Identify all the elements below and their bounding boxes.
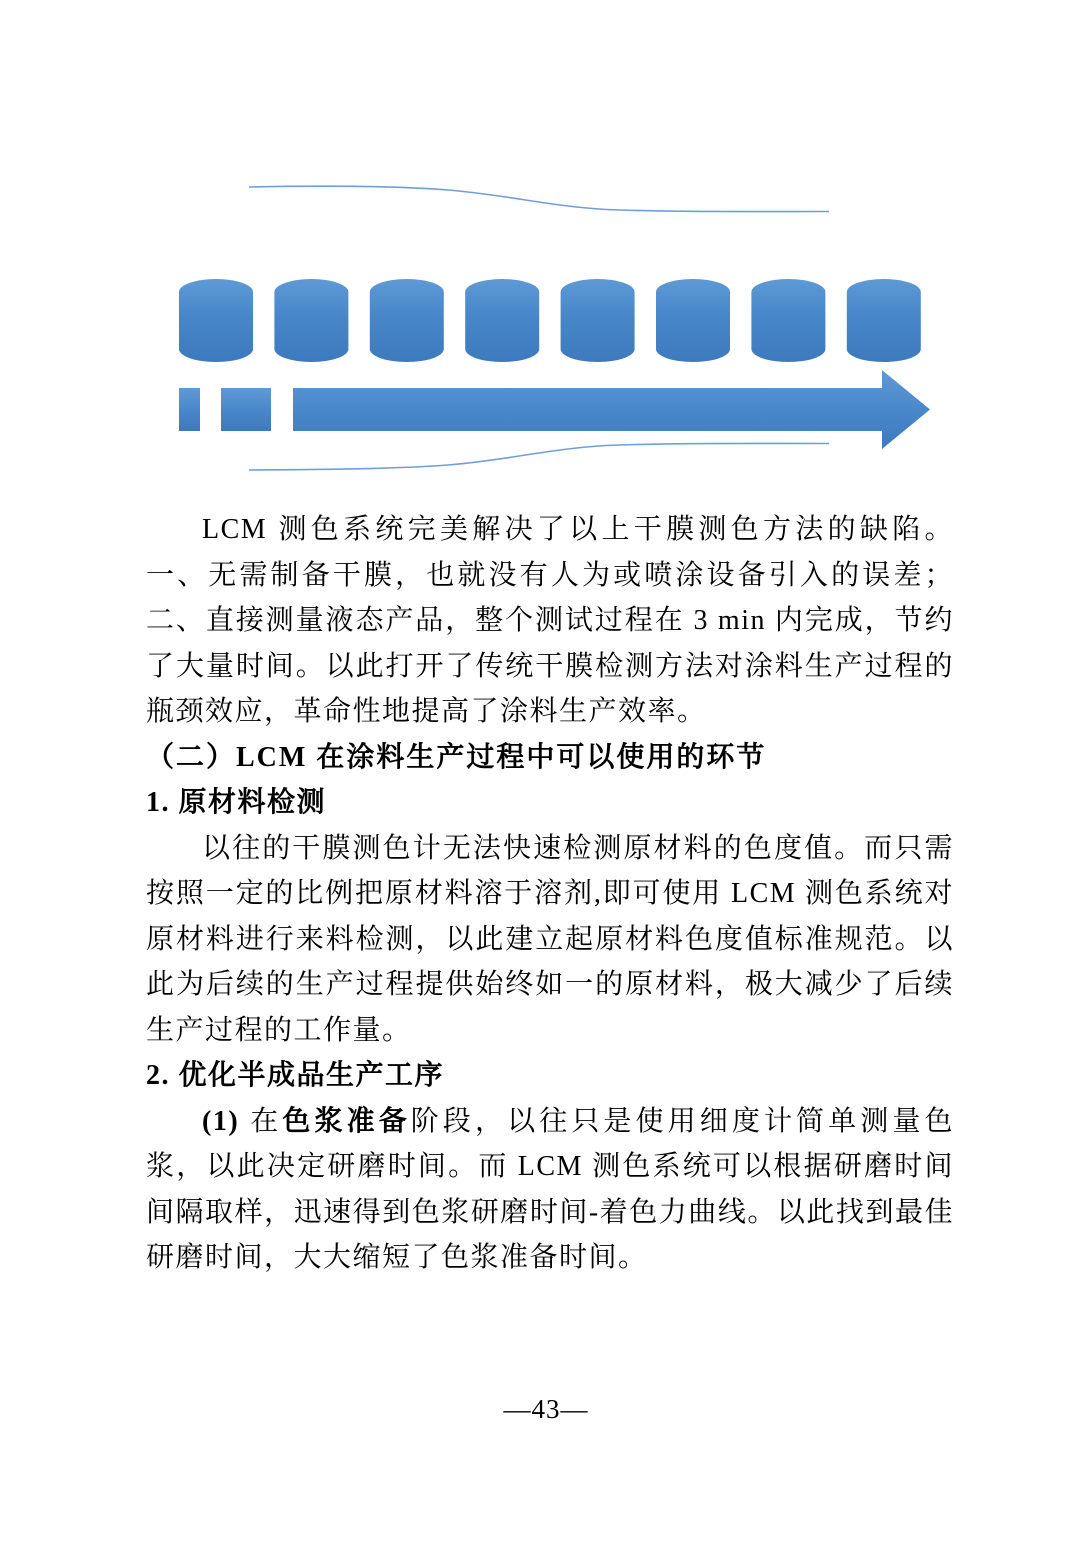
cylinder-shape [179, 279, 253, 362]
cylinder-shape [465, 279, 539, 362]
production-flow-figure [0, 0, 1092, 500]
page-number: —43— [503, 1394, 589, 1424]
right-arrow [293, 370, 930, 449]
list-marker: (1) [202, 1105, 251, 1137]
arrow-dash-2 [221, 388, 271, 431]
cylinder-shape [656, 279, 730, 362]
cylinder-shape [847, 279, 921, 362]
document-body [146, 507, 954, 1281]
subsection-heading-raw-material: 1. 原材料检测 [146, 787, 327, 818]
paragraph-raw-material: 以往的干膜测色计无法快速检测原材料的色度值。而只需按照一定的比例把原材料溶于溶剂,即可使用 LCM 测色系统对原材料进行来料检测，以此建立起原材料色度值标准规范。以此为后续的生产过程提供始终如一的原材料，极大减少了后续生产过程的工作量。 [146, 832, 954, 1046]
flow-diagram-svg [0, 0, 1092, 500]
arrow-dash-1 [179, 388, 200, 431]
cylinder-shape [561, 279, 635, 362]
paragraph-lcm-advantages: LCM 测色系统完美解决了以上干膜测色方法的缺陷。一、无需制备干膜，也就没有人为或喷涂设备引入的误差；二、直接测量液态产品，整个测试过程在 3 min 内完成，节约了大量时间。以此打开了传统干膜检测方法对涂料生产过程的瓶颈效应，革命性地提高了涂料生产效率。 [146, 514, 954, 727]
plain-text-segment: 阶段，以往只是使用细度计简单测量色浆，以此决定研磨时间。而 LCM 测色系统可以根据研磨时间间隔取样，迅速得到色浆研磨时间-着色力曲线。以此找到最佳研磨时间，大大缩短了色浆准备时间。 [146, 1105, 954, 1273]
cylinder-shape [274, 279, 348, 362]
plain-text-segment: 在 [250, 1105, 283, 1137]
cylinder-shape [751, 279, 825, 362]
cylinder-row [179, 279, 921, 362]
lower-flow-line [249, 443, 829, 470]
cylinder-shape [370, 279, 444, 362]
subsection-heading-semi-finished: 2. 优化半成品生产工序 [146, 1060, 445, 1091]
upper-flow-line [249, 186, 829, 211]
section-heading: （二）LCM 在涂料生产过程中可以使用的环节 [146, 741, 767, 773]
emphasized-term: 色浆准备 [282, 1105, 411, 1137]
paragraph-paste-preparation [146, 1099, 954, 1281]
